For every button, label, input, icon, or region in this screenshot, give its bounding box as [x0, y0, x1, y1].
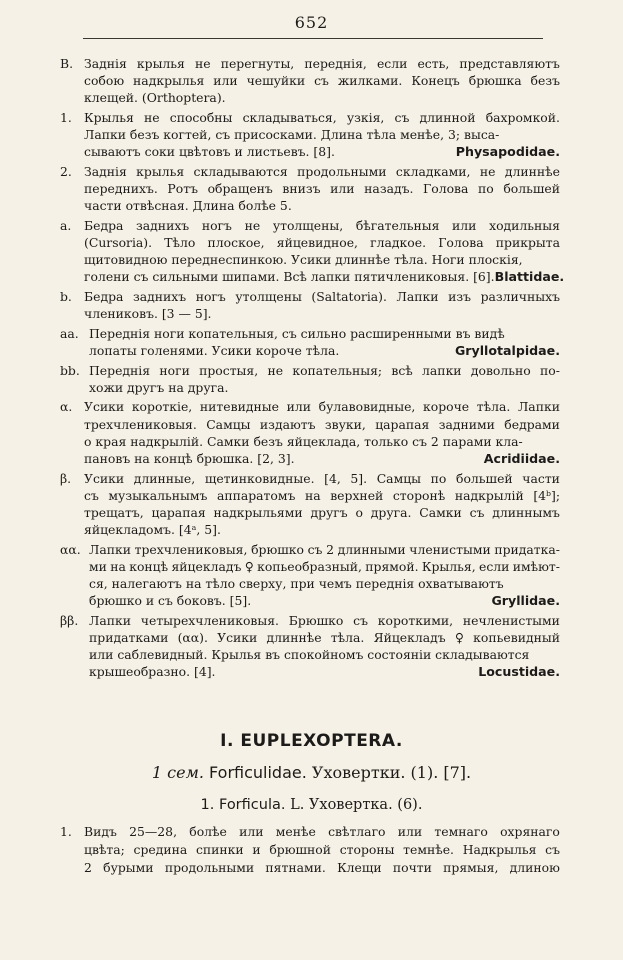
species-line: 2 бурыми продольными пятнами. Клещи почти прямыя, длиною: [84, 859, 560, 875]
family-heading: [0, 763, 623, 782]
key-marker: α.: [60, 399, 73, 415]
identification-key: [60, 55, 565, 683]
key-line: яйцекладомъ. [4ᵃ, 5].: [84, 522, 221, 538]
key-entry: [60, 163, 560, 214]
header-rule: [83, 38, 543, 39]
order-title: I. EUPLEXOPTERA.: [220, 731, 403, 751]
genus-rest: L. Уховертка. (6).: [290, 797, 423, 813]
key-last-row: [84, 143, 560, 160]
species-line: Видъ 25—28, болѣе или менѣе свѣтлаго или темнаго охрянаго: [84, 824, 560, 839]
species-line: цвѣта; средина спинки и брюшной стороны темнѣе. Надкрылья съ: [84, 841, 560, 857]
key-line: части отвѣсная. Длина болѣе 5.: [84, 198, 292, 214]
key-last-row: [89, 342, 560, 359]
key-line: крышеобразно. [4].: [89, 664, 216, 680]
key-last-row: [89, 592, 560, 609]
key-line: Усики короткіе, нитевидные или булавовидные, короче тѣла. Лапки: [84, 399, 560, 415]
key-taxon-name: Blattidae.: [494, 269, 565, 285]
key-marker: 1.: [60, 109, 72, 125]
key-line: съ музыкальнымъ аппаратомъ на верхней сторонѣ надкрылій [4ᵇ];: [84, 487, 560, 503]
key-line: Усики длинные, щетинковидные. [4, 5]. Самцы по большей части: [84, 470, 560, 486]
key-marker: 2.: [60, 163, 72, 179]
key-line: Крылья не способны складываться, узкія, съ длинной бахромкой.: [84, 109, 560, 125]
key-entry: [60, 325, 560, 359]
key-line: собою надкрылья или чешуйки съ жилками. Конецъ брюшка безъ: [84, 73, 560, 89]
genus-name: 1. Forficula.: [200, 797, 286, 813]
key-line: брюшко и съ боковъ. [5].: [89, 593, 252, 609]
key-line: Переднія ноги копательныя, съ сильно расширенными въ видѣ: [89, 325, 505, 341]
family-name: Forficulidae.: [209, 763, 307, 782]
key-entry: [60, 612, 560, 681]
key-line: лопаты голенями. Усики короче тѣла.: [89, 343, 340, 358]
key-line: голени съ сильными шипами. Всѣ лапки пятичлениковыя. [6].: [84, 269, 495, 285]
species-marker: 1.: [60, 824, 72, 839]
key-line: сываютъ соки цвѣтовъ и листьевъ. [8].: [84, 144, 335, 160]
key-line: пановъ на концѣ брюшка. [2, 3].: [84, 450, 295, 466]
key-marker: B.: [60, 56, 74, 71]
key-line: переднихъ. Ротъ обращенъ внизъ или назадъ. Голова по большей: [84, 181, 560, 197]
key-line: щитовидною переднеспинкою. Усики длиннѣе тѣла. Ноги плоскія,: [84, 252, 523, 268]
key-last-row: [89, 663, 560, 680]
key-marker: b.: [60, 289, 72, 305]
family-rest: Уховертки. (1). [7].: [311, 763, 472, 782]
key-last-row: [84, 268, 565, 285]
key-taxon-name: Physapodidae.: [455, 144, 560, 160]
key-line: Заднія крылья не перегнуты, переднія, если есть, представляютъ: [84, 56, 560, 71]
key-line: о края надкрылій. Самки безъ яйцеклада, только съ 2 парами кла-: [84, 433, 523, 449]
key-marker: a.: [60, 217, 72, 233]
key-taxon-name: Gryllidae.: [491, 593, 560, 609]
key-line: Лапки безъ когтей, съ присосками. Длина тѣла менѣе, 3; выса-: [84, 127, 500, 143]
key-entry: [60, 541, 560, 610]
key-marker: aa.: [60, 325, 79, 341]
key-line: члениковъ. [3 — 5].: [84, 306, 212, 322]
key-line: или саблевидный. Крылья въ спокойномъ состояніи складываются: [89, 647, 530, 663]
key-line: Лапки четырехчлениковыя. Брюшко съ короткими, нечленистыми: [89, 612, 560, 628]
key-entry: [60, 55, 560, 106]
key-line: Заднія крылья складываются продольными складками, не длиннѣе: [84, 163, 560, 179]
key-line: хожи другъ на друга.: [89, 379, 229, 395]
key-entry: [60, 109, 560, 160]
key-line: Бедра заднихъ ногъ утолщены (Saltatoria). Лапки изъ различныхъ: [84, 289, 560, 305]
key-line: трехчлениковыя. Самцы издаютъ звуки, царапая задними бедрами: [84, 416, 560, 432]
key-taxon-name: Gryllotalpidae.: [454, 343, 560, 358]
key-taxon-name: Locustidae.: [478, 664, 560, 680]
species-entry: [60, 823, 560, 879]
key-marker: αα.: [60, 541, 81, 557]
key-line: клещей. (Orthoptera).: [84, 90, 226, 106]
key-marker: β.: [60, 470, 72, 486]
key-entry: [60, 217, 565, 286]
key-line: (Cursoria). Тѣло плоское, яйцевидное, гладкое. Голова прикрыта: [84, 235, 560, 251]
key-line: трещатъ, царапая надкрыльями другъ о друга. Самки съ длиннымъ: [84, 504, 560, 520]
key-line: ми на концѣ яйцекладъ ♀ копьеобразный, прямой. Крылья, если имѣют-: [89, 558, 560, 574]
key-entry: [60, 470, 560, 539]
key-line: Лапки трехчлениковыя, брюшко съ 2 длинными членистыми придатка-: [89, 541, 560, 557]
key-line: придатками (αα). Усики длиннѣе тѣла. Яйцекладъ ♀ копьевидный: [89, 630, 560, 645]
key-entry: [60, 398, 560, 467]
key-line: Бедра заднихъ ногъ не утолщены, бѣгательныя или ходильныя: [84, 217, 560, 233]
key-marker: ββ.: [60, 612, 79, 628]
key-marker: bb.: [60, 362, 80, 378]
key-entry: [60, 288, 560, 322]
family-prefix: 1 сем.: [151, 763, 204, 782]
key-entry: [60, 362, 560, 396]
key-taxon-name: Acridiidae.: [483, 450, 560, 466]
genus-heading: [0, 797, 623, 813]
key-line: Переднія ноги простыя, не копательныя; всѣ лапки довольно по-: [89, 362, 560, 378]
key-line: ся, налегаютъ на тѣло сверху, при чемъ переднія охватываютъ: [89, 576, 504, 592]
key-last-row: [84, 450, 560, 467]
page-number: 652: [294, 13, 329, 32]
